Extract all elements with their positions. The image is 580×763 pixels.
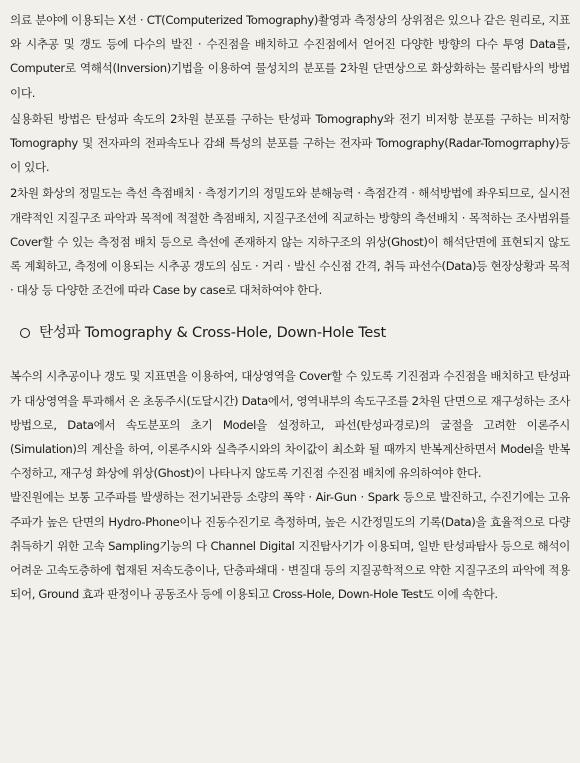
paragraph-borehole-method: 복수의 시추공이나 갱도 및 지표면을 이용하여, 대상영역을 Cover할 수 있도록 기진점과 수진점을 배치하고 탄성파가 대상영역을 투과해서 온 초동주시(도달시간) Data에서, 영역내부의 속도구조를 2차원 단면으로 재구성하는 조사방법으로, Data에서 속도분포의 초기 Model을 설정하고, 파선(탄성파경로)의 굴절을 고려한 이론주시(Simulation)의 계산을 하여, 이론주시와 실측주시와의 차이값이 최소화 될 때까지 반복계산하면서 Model을 반복 수정하고, 재구성 화상에 위상(Ghost)이 나타나지 않도록 기진점 수진점 배치에 유의하여야 한다.: [10, 369, 570, 481]
hollow-circle-icon: [20, 328, 30, 338]
section-heading: [20, 321, 570, 345]
paragraph-practical-methods: 실용화된 방법은 탄성파 속도의 2차원 분포를 구하는 탄성파 Tomography와 전기 비저항 분포를 구하는 비저항 Tomography 및 전자파의 전파속도나 감쇄 특성의 분포를 구하는 전자파 Tomography(Radar-Tomogrraphy)등이 있다.: [10, 111, 570, 175]
paragraph-source-receiver: 발진원에는 보통 고주파를 발생하는 전기뇌관등 소량의 폭약 · Air-Gun · Spark 등으로 발진하고, 수진기에는 고유주파가 높은 단면의 Hydro-Phone이나 진동수진기로 측정하며, 높은 시간정밀도의 기록(Data)을 효율적으로 다량 취득하기 위한 고속 Sampling기능의 다 Channel Digital 지진탐사기가 이용되며, 일반 탄성파탐사 등으로 해석이 어려운 고속도층하에 협재된 저속도층이나, 단층파쇄대 · 변질대 등의 지질공학적으로 약한 지질구조의 파악에 적용되어, Ground 효과 판정이나 공동조사 등에 이용되고 Cross-Hole, Down-Hole Test도 이에 속한다.: [10, 490, 570, 602]
paragraph-ct-principle: 의료 분야에 이용되는 X선 · CT(Computerized Tomography)촬영과 측정상의 상위점은 있으나 같은 원리로, 지표와 시추공 및 갱도 등에 다수의 발진 · 수진점을 배치하고 수진점에서 얻어진 다양한 방향의 다수 투영 Data를, Computer로 역해석(Inversion)기법을 이용하여 물성치의 분포를 2차원 단면상으로 화상화하는 물리탐사의 방법이다.: [10, 13, 570, 100]
paragraph-image-precision: 2차원 화상의 정밀도는 측선 측점배치 · 측정기기의 정밀도와 분해능력 · 측점간격 · 해석방법에 좌우되므로, 실시전 개략적인 지질구조 파악과 목적에 적절한 측점배치, 지질구조선에 직교하는 방향의 측선배치 · 목적하는 조사범위를 Cover할 수 있는 측정점 배치 등으로 측선에 존재하지 않는 지하구조의 위상(Ghost)이 해석단면에 표현되지 않도록 계획하고, 측정에 이용되는 시추공 갱도의 심도 · 거리 · 발신 수신점 간격, 취득 파선수(Data)등 현장상황과 목적 · 대상 등 다양한 조건에 따라 Case by case로 대처하여야 한다.: [10, 186, 570, 298]
section-heading-text: 탄성파 Tomography & Cross-Hole, Down-Hole Test: [39, 325, 386, 342]
